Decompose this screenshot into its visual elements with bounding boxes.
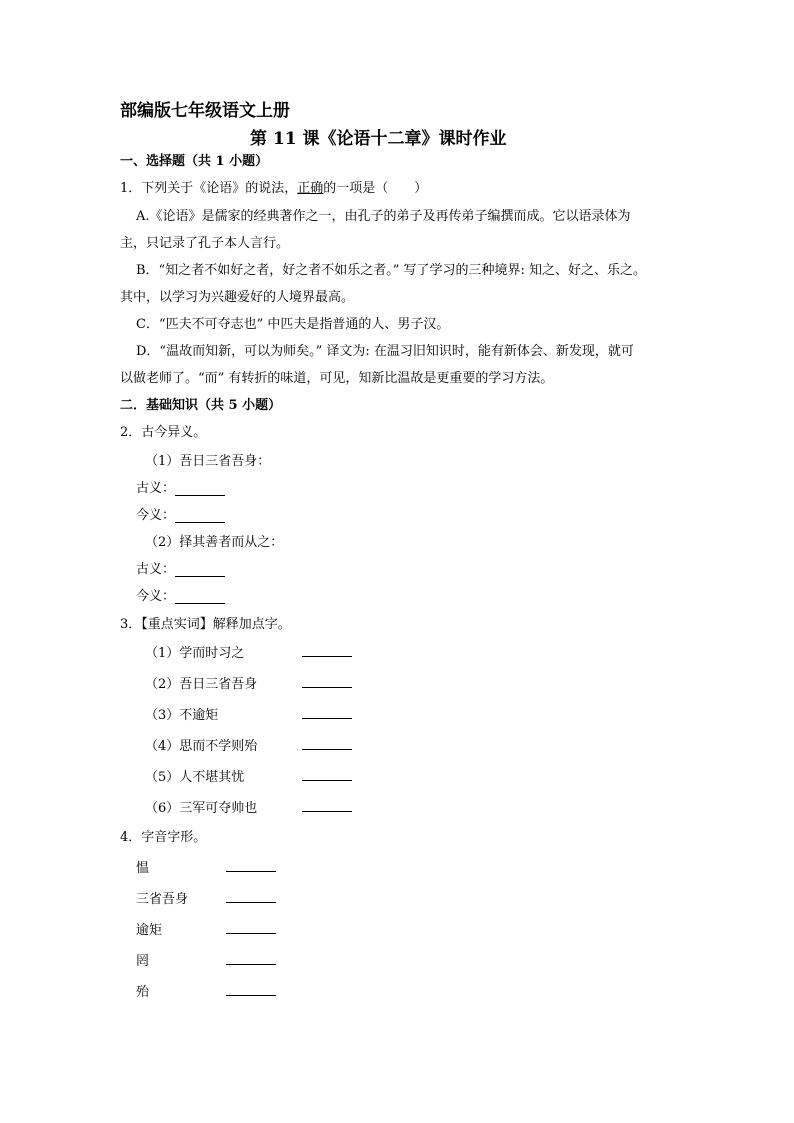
ancient-meaning-label: 古义： — [136, 481, 176, 496]
answer-blank[interactable] — [302, 797, 352, 812]
answer-blank[interactable] — [302, 673, 352, 688]
answer-blank[interactable] — [302, 766, 352, 781]
answer-blank[interactable] — [175, 589, 225, 604]
modern-meaning-label: 今义： — [136, 508, 176, 523]
answer-blank[interactable] — [226, 919, 276, 934]
section-heading-choice: 一、选择题（共 1 小题） — [120, 154, 269, 169]
document-subtitle: 第 11 课《论语十二章》课时作业 — [250, 129, 507, 149]
question-2-item-1: （1）吾日三省吾身： — [145, 454, 271, 469]
question-2-item-2: （2）择其善者而从之： — [145, 535, 284, 550]
question-4-item-5: 殆 — [136, 985, 150, 1000]
answer-blank[interactable] — [226, 950, 276, 965]
modern-meaning-label: 今义： — [136, 589, 176, 604]
answer-blank[interactable] — [302, 735, 352, 750]
question-2-item-2-modern — [136, 585, 225, 604]
answer-blank[interactable] — [226, 888, 276, 903]
question-1-stem-underlined: 正确 — [297, 181, 324, 196]
document-title: 部编版七年级语文上册 — [120, 101, 290, 121]
section-heading-basics: 二．基础知识（共 5 小题） — [120, 398, 282, 413]
answer-blank[interactable] — [175, 562, 225, 577]
option-a-line2: 主，只记录了孔子本人言行。 — [120, 236, 290, 251]
answer-blank[interactable] — [302, 642, 352, 657]
question-1-stem-suffix: 的一项是（ ） — [323, 181, 428, 196]
option-d-line1: D．“温故而知新，可以为师矣。” 译文为: 在温习旧知识时，能有新体会、新发现，就可 — [136, 344, 634, 359]
question-3-item-3: （3）不逾矩 — [145, 708, 219, 723]
question-2-item-1-ancient — [136, 477, 225, 496]
question-3-item-2: （2）吾日三省吾身 — [145, 677, 258, 692]
question-3-item-5: （5）人不堪其忧 — [145, 770, 245, 785]
answer-blank[interactable] — [226, 857, 276, 872]
question-1-stem-prefix: 1．下列关于《论语》的说法， — [120, 181, 298, 196]
answer-blank[interactable] — [175, 481, 225, 496]
option-c-line1: C．“匹夫不可夺志也” 中匹夫是指普通的人、男子汉。 — [136, 317, 450, 332]
option-b-line2: 其中，以学习为兴趣爱好的人境界最高。 — [120, 290, 355, 305]
question-4-item-4: 罔 — [136, 954, 150, 969]
question-3-stem: 3．【重点实词】解释加点字。 — [120, 617, 291, 632]
question-4-stem: 4．字音字形。 — [120, 830, 207, 845]
question-3-item-1: （1）学而时习之 — [145, 646, 245, 661]
question-1-stem — [120, 177, 427, 196]
answer-blank[interactable] — [226, 981, 276, 996]
option-b-line1: B．“知之者不如好之者，好之者不如乐之者。” 写了学习的三种境界: 知之、好之、乐之。 — [136, 263, 646, 278]
question-2-item-2-ancient — [136, 558, 225, 577]
question-2-item-1-modern — [136, 504, 225, 523]
question-4-item-2: 三省吾身 — [136, 892, 189, 907]
ancient-meaning-label: 古义： — [136, 562, 176, 577]
option-d-line2: 以做老师了。“而” 有转折的味道，可见，知新比温故是更重要的学习方法。 — [120, 371, 554, 386]
answer-blank[interactable] — [175, 508, 225, 523]
option-a-line1: A.《论语》是儒家的经典著作之一，由孔子的弟子及再传弟子编撰而成。它以语录体为 — [136, 209, 631, 224]
answer-blank[interactable] — [302, 704, 352, 719]
question-4-item-1: 愠 — [136, 861, 150, 876]
question-2-stem: 2．古今异义。 — [120, 425, 207, 440]
question-3-item-4: （4）思而不学则殆 — [145, 739, 258, 754]
question-4-item-3: 逾矩 — [136, 923, 163, 938]
question-3-item-6: （6）三军可夺帅也 — [145, 801, 258, 816]
